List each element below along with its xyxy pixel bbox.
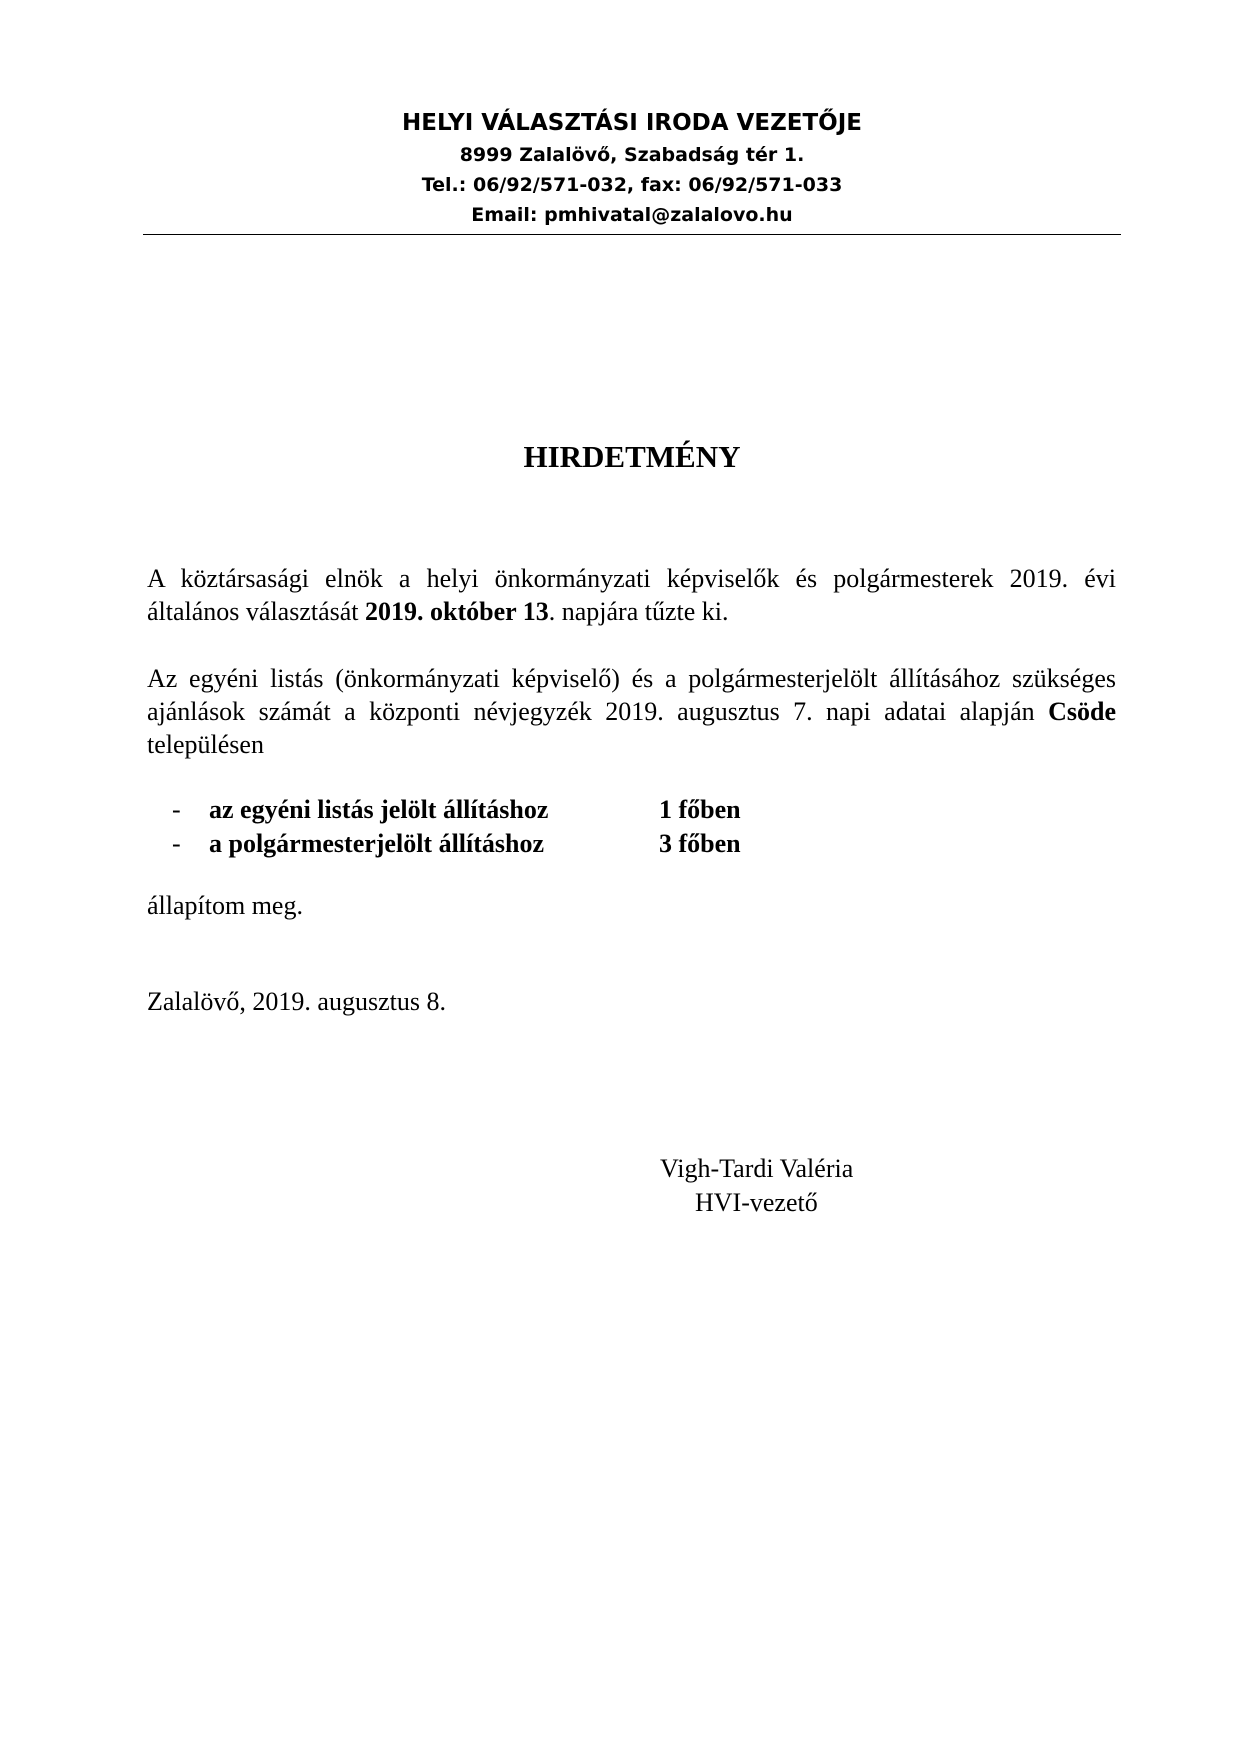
place-date: Zalalövő, 2019. augusztus 8. — [147, 987, 446, 1016]
signatory-role: HVI-vezető — [695, 1188, 818, 1217]
list-item — [168, 793, 788, 827]
list-item — [168, 827, 788, 861]
list-item-label: a polgármesterjelölt állításhoz — [209, 829, 545, 858]
signatory-name: Vigh-Tardi Valéria — [660, 1154, 854, 1183]
recommendation-list — [168, 793, 788, 861]
header-divider — [143, 234, 1121, 235]
settlement-name: Csöde — [1048, 697, 1116, 726]
letterhead — [143, 106, 1121, 230]
email: Email: pmhivatal@zalalovo.hu — [471, 204, 793, 226]
election-date: 2019. október 13 — [365, 597, 549, 626]
document-title: HIRDETMÉNY — [523, 439, 741, 474]
address: 8999 Zalalövő, Szabadság tér 1. — [459, 144, 805, 166]
closing-text: állapítom meg. — [147, 891, 303, 920]
paragraph1-text-after: . napjára tűzte ki. — [548, 597, 729, 626]
list-dash: - — [172, 829, 181, 858]
phone-fax: Tel.: 06/92/571-032, fax: 06/92/571-033 — [421, 174, 843, 196]
list-item-label: az egyéni listás jelölt állításhoz — [209, 795, 549, 824]
paragraph-recommendations — [147, 662, 1116, 761]
signature-block — [660, 1152, 900, 1220]
paragraph-election-date — [147, 562, 1116, 628]
paragraph2-text-after: településen — [147, 730, 264, 759]
list-dash: - — [172, 795, 181, 824]
list-item-count: 3 főben — [659, 829, 741, 858]
paragraph2-text-before: Az egyéni listás (önkormányzati képviselő) és a polgármesterjelölt állításához szükséges ajánlások számát a központi névjegyzék 2019. augusztus 7. napi adatai alapján — [147, 664, 1116, 726]
list-item-count: 1 főben — [659, 795, 741, 824]
organization-name: HELYI VÁLASZTÁSI IRODA VEZETŐJE — [402, 110, 862, 136]
paragraph1-text-before: A köztársasági elnök a helyi önkormányzati képviselők és polgármesterek 2019. évi általános választását — [147, 564, 1116, 626]
